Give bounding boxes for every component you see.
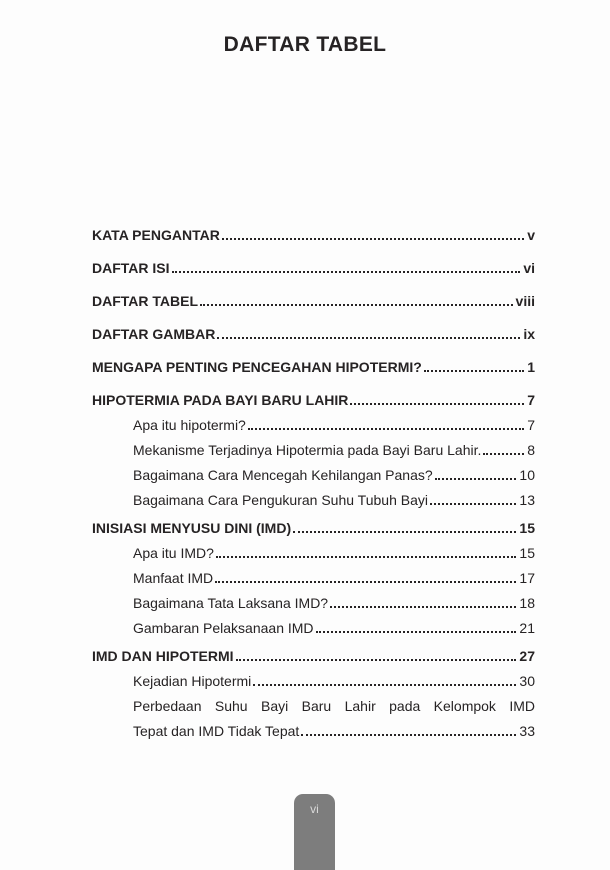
toc-entry[interactable] <box>92 674 535 689</box>
dot-leader <box>248 428 524 430</box>
dot-leader <box>172 271 521 273</box>
toc-entry-page: 15 <box>519 520 535 536</box>
dot-leader <box>253 684 516 686</box>
toc-entry[interactable] <box>92 621 535 636</box>
dot-leader <box>301 734 516 736</box>
dot-leader <box>216 556 516 558</box>
dot-leader <box>350 403 524 405</box>
toc-entry[interactable] <box>92 649 535 664</box>
toc-entry-label: DAFTAR GAMBAR <box>92 326 216 342</box>
toc-entry-page: 10 <box>519 467 535 483</box>
toc-entry[interactable] <box>92 571 535 586</box>
toc-entry-label: Apa itu IMD? <box>133 545 214 561</box>
dot-leader <box>430 503 516 505</box>
toc-entry[interactable] <box>92 724 535 739</box>
toc-entry-label: Bagaimana Cara Pengukuran Suhu Tubuh Bayi <box>133 492 428 508</box>
toc-entry-page: 7 <box>527 392 535 408</box>
dot-leader <box>330 606 516 608</box>
toc-entry[interactable] <box>92 468 535 483</box>
dot-leader <box>217 337 520 339</box>
toc-entry-page: 13 <box>519 492 535 508</box>
toc-entry-page: 15 <box>519 545 535 561</box>
toc-list <box>92 228 535 739</box>
toc-entry-label: IMD DAN HIPOTERMI <box>92 648 234 664</box>
document-page <box>0 33 610 816</box>
toc-entry-label: Mekanisme Terjadinya Hipotermia pada Bayi Baru Lahir. <box>133 442 482 458</box>
toc-entry-page: 17 <box>519 570 535 586</box>
toc-entry-page: 7 <box>527 417 535 433</box>
dot-leader <box>215 581 516 583</box>
toc-entry-page: 8 <box>527 442 535 458</box>
toc-entry-label: Bagaimana Cara Mencegah Kehilangan Panas? <box>133 467 433 483</box>
toc-entry-page: 33 <box>519 723 535 739</box>
dot-leader <box>424 370 524 372</box>
dot-leader <box>222 238 524 240</box>
toc-entry-label: Tepat dan IMD Tidak Tepat <box>133 723 300 739</box>
toc-entry-label: Gambaran Pelaksanaan IMD <box>133 620 314 636</box>
toc-entry[interactable] <box>92 360 535 375</box>
toc-entry-page: v <box>527 227 535 243</box>
toc-entry-label: Kejadian Hipotermi <box>133 673 252 689</box>
toc-entry[interactable] <box>92 294 535 309</box>
toc-entry-label: INISIASI MENYUSU DINI (IMD) <box>92 520 292 536</box>
toc-entry[interactable] <box>92 418 535 433</box>
toc-entry-label: MENGAPA PENTING PENCEGAHAN HIPOTERMI? <box>92 359 422 375</box>
dot-leader <box>483 453 524 455</box>
toc-entry-page: viii <box>515 293 535 309</box>
toc-entry-label: Manfaat IMD <box>133 570 214 586</box>
toc-entry-page: 18 <box>519 595 535 611</box>
toc-entry[interactable] <box>92 327 535 342</box>
dot-leader <box>236 659 517 661</box>
toc-entry[interactable]: Perbedaan Suhu Bayi Baru Lahir pada Kelompok IMD <box>133 698 535 714</box>
toc-entry-page: vi <box>523 260 535 276</box>
dot-leader <box>200 304 513 306</box>
toc-entry[interactable] <box>92 546 535 561</box>
page-number-tab <box>294 794 335 870</box>
toc-entry[interactable] <box>92 596 535 611</box>
dot-leader <box>316 631 517 633</box>
toc-entry-label: Apa itu hipotermi? <box>133 417 246 433</box>
toc-entry[interactable] <box>92 261 535 276</box>
page-number: vi <box>310 802 319 816</box>
toc-entry[interactable] <box>92 521 535 536</box>
toc-entry[interactable] <box>92 443 535 458</box>
toc-entry[interactable] <box>92 393 535 408</box>
toc-entry[interactable] <box>92 228 535 243</box>
toc-entry-label: DAFTAR ISI <box>92 260 170 276</box>
page-title: DAFTAR TABEL <box>223 33 387 56</box>
dot-leader <box>293 531 516 533</box>
toc-entry-page: 30 <box>519 673 535 689</box>
toc-entry-label: DAFTAR TABEL <box>92 293 199 309</box>
toc-entry-page: ix <box>523 326 535 342</box>
toc-entry[interactable] <box>92 493 535 508</box>
toc-entry-label: Bagaimana Tata Laksana IMD? <box>133 595 329 611</box>
toc-entry-page: 27 <box>519 648 535 664</box>
toc-entry-label: KATA PENGANTAR <box>92 227 220 243</box>
toc-entry-page: 21 <box>519 620 535 636</box>
dot-leader <box>435 478 517 480</box>
toc-entry-label: HIPOTERMIA PADA BAYI BARU LAHIR <box>92 392 349 408</box>
toc-entry-page: 1 <box>527 359 535 375</box>
